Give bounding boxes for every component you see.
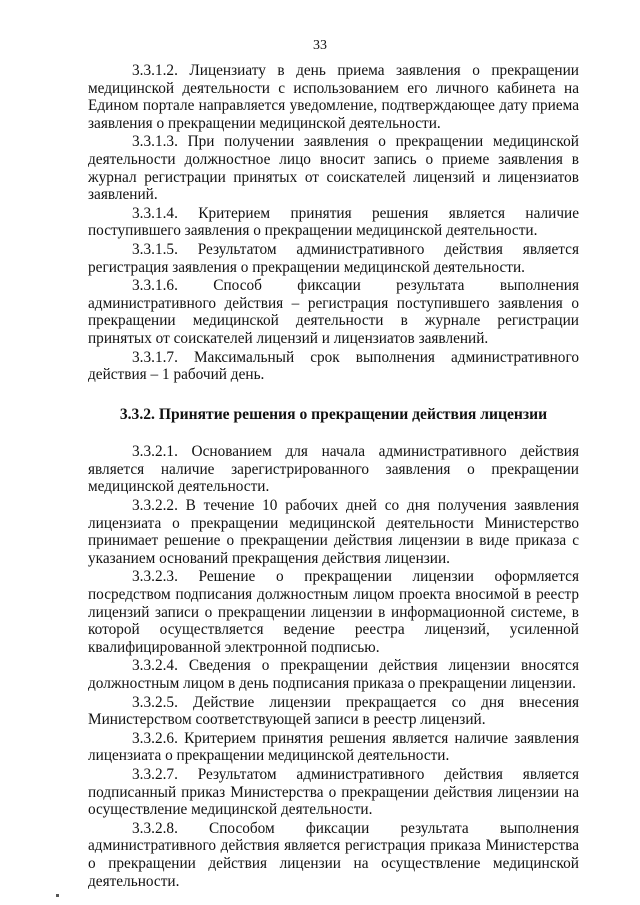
- paragraph: 3.3.2.7. Результатом административного действия является подписанный приказ Министерства о прекращении действия лицензии на осуществление медицинской деятельности.: [88, 765, 579, 819]
- paragraph: 3.3.1.4. Критерием принятия решения является наличие поступившего заявления о прекращении медицинской деятельности.: [88, 204, 579, 240]
- paragraph: 3.3.1.2. Лицензиату в день приема заявления о прекращении медицинской деятельности с использованием его личного кабинета на Едином портале направляется уведомление, подтверждающее дату приема заявления о прекращении медицинской деятельности.: [88, 62, 579, 132]
- paragraph: 3.3.1.3. При получении заявления о прекращении медицинской деятельности должностное лицо вносит запись о приеме заявления в журнал регистрации принятых от соискателей лицензий и лицензиатов заявлений.: [88, 133, 579, 204]
- section-heading: 3.3.2. Принятие решения о прекращении действия лицензии: [119, 405, 548, 423]
- paragraph: 3.3.2.1. Основанием для начала административного действия является наличие зарегистрированного заявления о прекращении медицинской деятельности.: [88, 443, 579, 496]
- paragraph: 3.3.2.4. Сведения о прекращении действия лицензии вносятся должностным лицом в день подписания приказа о прекращении лицензии.: [88, 657, 579, 692]
- paragraph: 3.3.2.6. Критерием принятия решения является наличие заявления лицензиата о прекращении медицинской деятельности.: [88, 729, 579, 765]
- paragraph: 3.3.1.6. Способ фиксации результата выполнения административного действия – регистрация поступившего заявления о прекращении медицинской деятельности в журнале регистрации принятых от соискателей лицензий и лицензиатов заявлений.: [88, 277, 579, 347]
- paragraph: 3.3.2.2. В течение 10 рабочих дней со дня получения заявления лицензиата о прекращении медицинской деятельности Министерство принимает решение о прекращении действия лицензии в виде приказа с указанием оснований прекращения действия лицензии.: [88, 497, 579, 567]
- scan-artifact: [56, 894, 59, 897]
- paragraph: 3.3.1.7. Максимальный срок выполнения административного действия – 1 рабочий день.: [88, 348, 579, 384]
- paragraph: 3.3.2.8. Способом фиксации результата выполнения административного действия является регистрация приказа Министерства о прекращении действия лицензии на осуществление медицинской деятельности.: [88, 819, 579, 890]
- paragraph: 3.3.2.3. Решение о прекращении лицензии оформляется посредством подписания должностным лицом проекта вносимой в реестр лицензий записи о прекращении лицензии в информационной системе, в которой осуществляется ведение реестра лицензий, усиленной квалифицированной электронной подписью.: [88, 568, 579, 656]
- paragraph: 3.3.1.5. Результатом административного действия является регистрация заявления о прекращении медицинской деятельности.: [88, 240, 579, 276]
- paragraph: 3.3.2.5. Действие лицензии прекращается со дня внесения Министерством соответствующей записи в реестр лицензий.: [88, 693, 579, 729]
- document-body: [88, 62, 579, 891]
- page-number: 33: [313, 38, 327, 53]
